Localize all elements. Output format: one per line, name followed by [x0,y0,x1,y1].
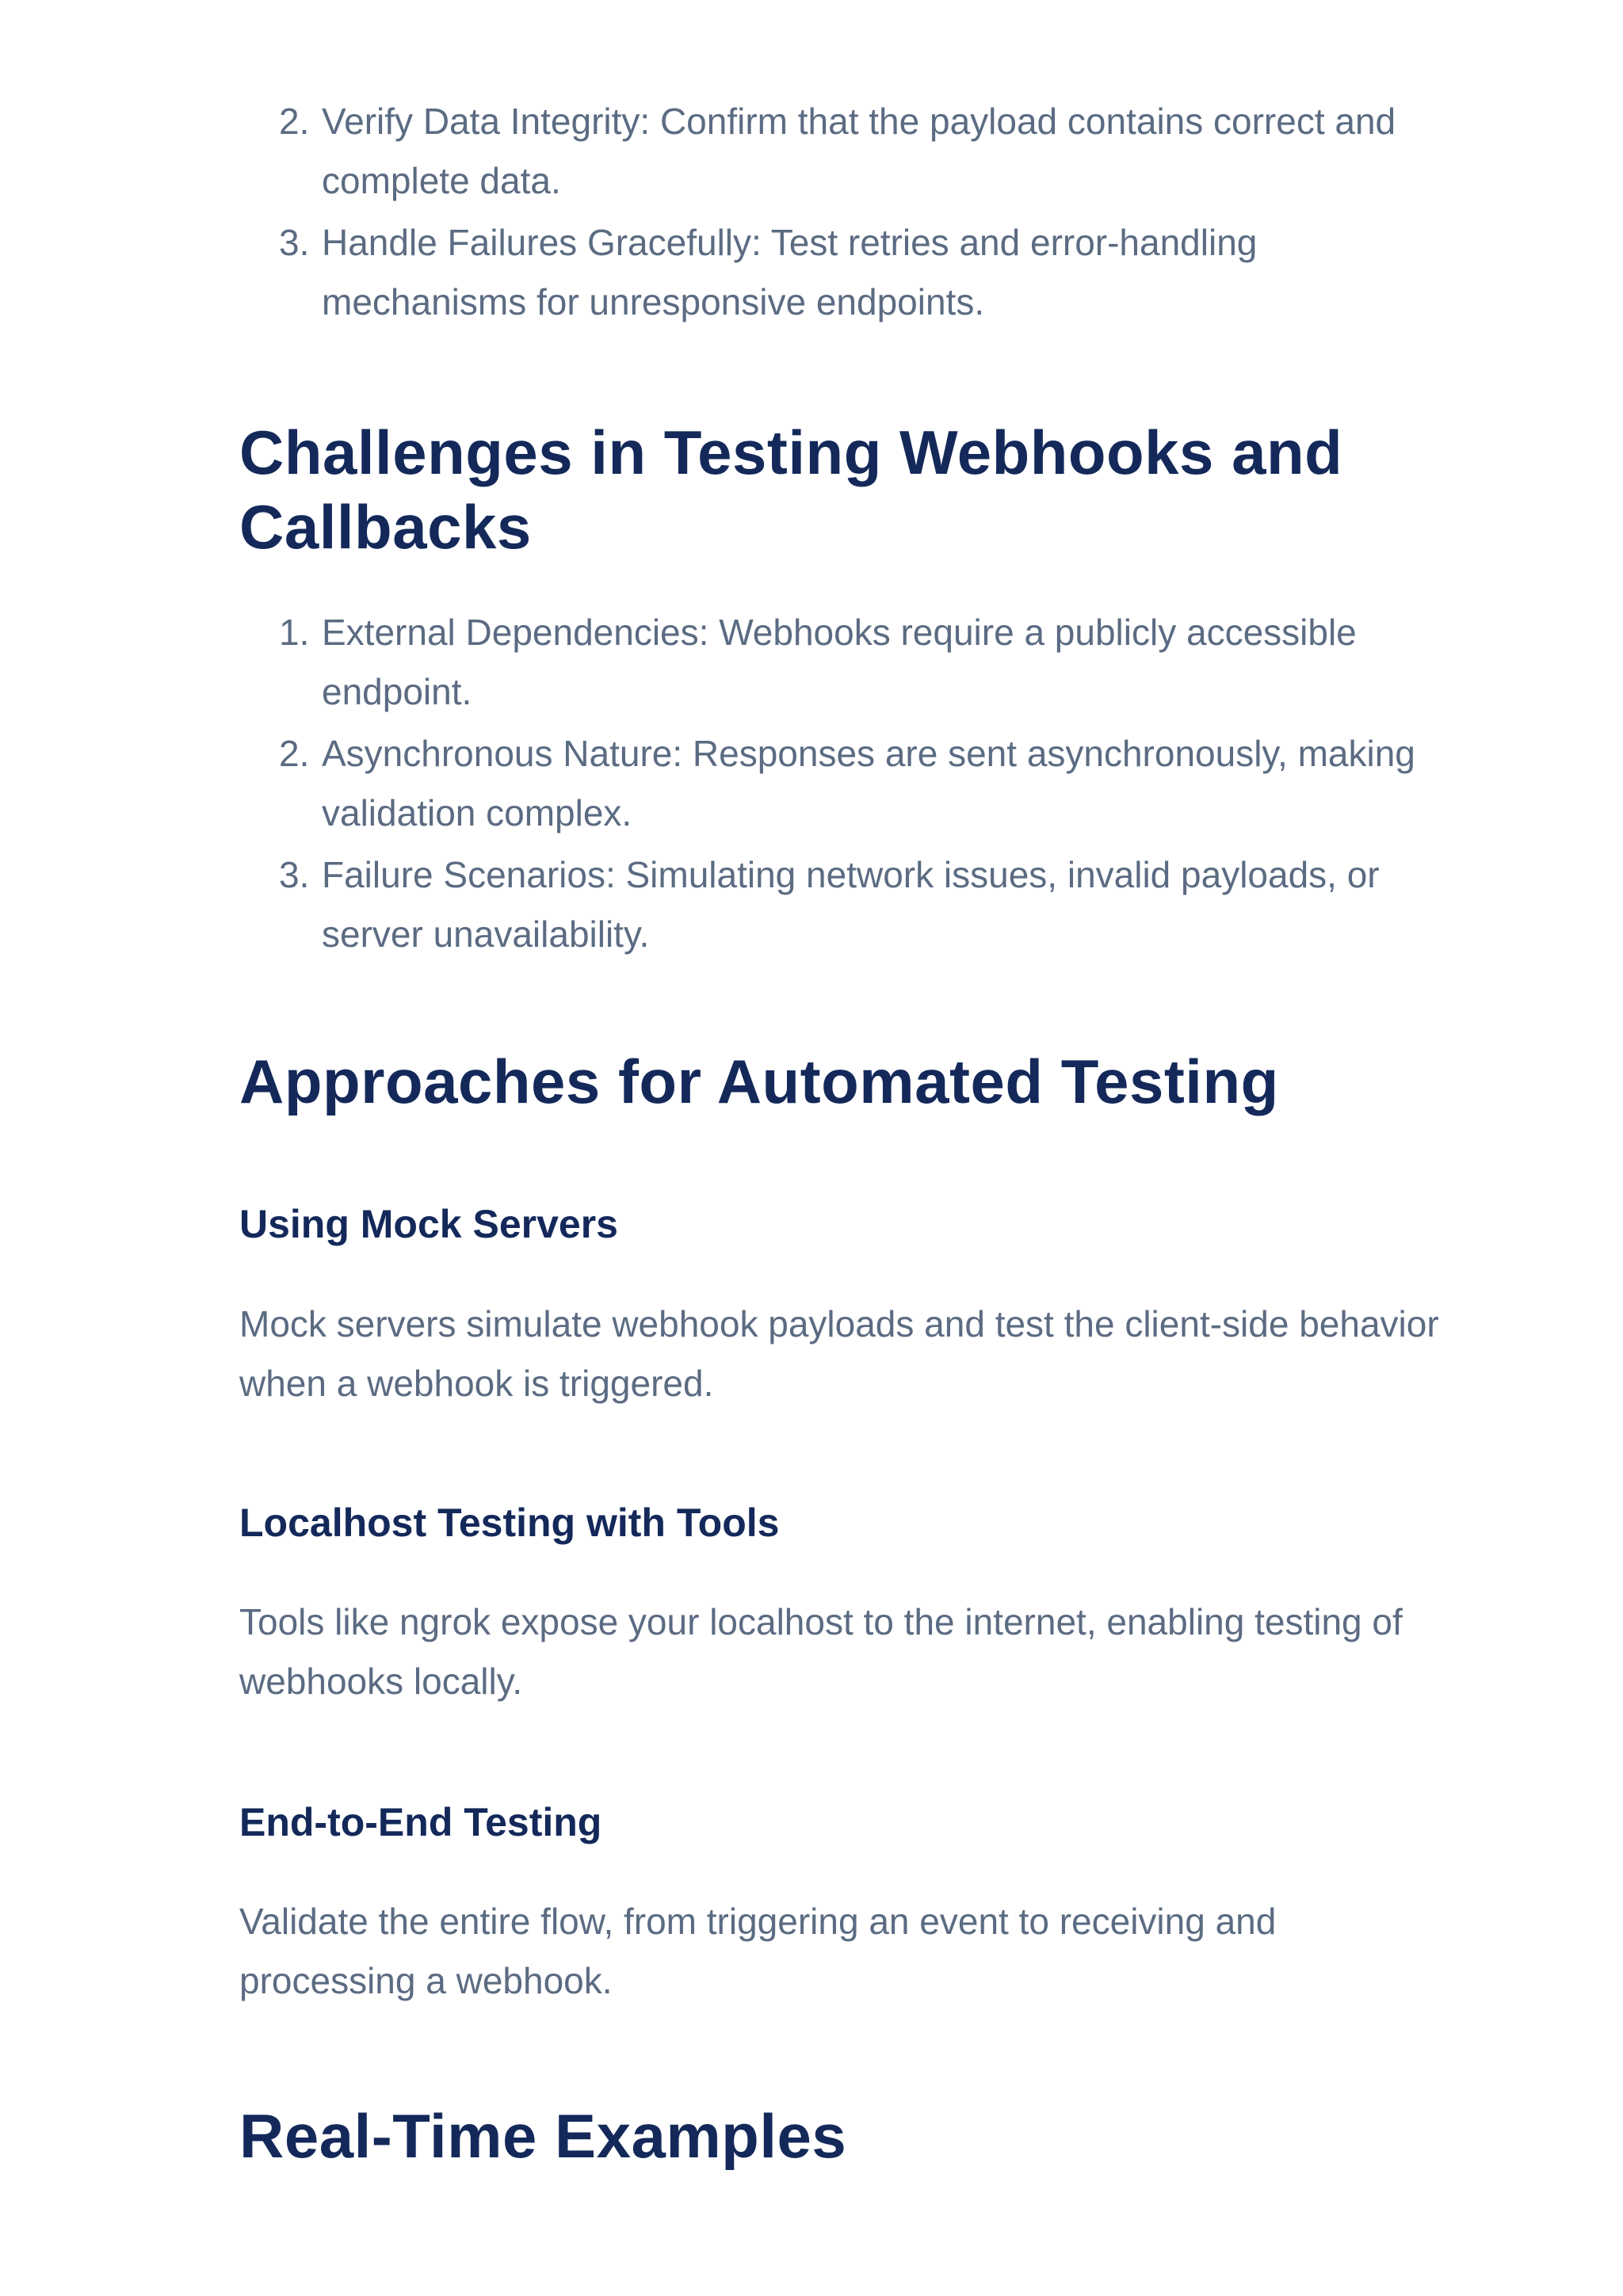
localhost-testing-heading: Localhost Testing with Tools [239,1501,780,1545]
localhost-testing-paragraph: Tools like ngrok expose your localhost to the internet, enabling testing of webhooks locally. [239,1601,1403,1702]
list-item [239,724,1460,843]
list-item-number: 3. [279,854,310,895]
challenges-ordered-list [239,603,1460,964]
list-item [239,213,1460,332]
list-item-number: 1. [279,612,310,653]
list-item-text: Verify Data Integrity: Confirm that the payload contains correct and complete data. [322,101,1396,201]
approaches-heading: Approaches for Automated Testing [239,1047,1279,1116]
list-item [239,845,1460,964]
list-item-number: 2. [279,733,310,774]
real-time-examples-heading: Real-Time Examples [239,2101,847,2171]
list-item-text: External Dependencies: Webhooks require a publicly accessible endpoint. [322,612,1357,712]
list-item-number: 3. [279,222,310,263]
mock-servers-paragraph: Mock servers simulate webhook payloads and test the client-side behavior when a webhook is triggered. [239,1303,1439,1404]
list-item [239,603,1460,722]
top-ordered-list [239,92,1460,332]
challenges-heading: Challenges in Testing Webhooks and Callbacks [239,418,1343,562]
list-item-text: Handle Failures Gracefully: Test retries and error-handling mechanisms for unresponsive endpoints. [322,222,1258,322]
mock-servers-heading: Using Mock Servers [239,1202,618,1246]
end-to-end-testing-heading: End-to-End Testing [239,1800,602,1844]
list-item-text: Asynchronous Nature: Responses are sent asynchronously, making validation complex. [322,733,1415,833]
list-item-number: 2. [279,101,310,142]
list-item [239,92,1460,211]
end-to-end-testing-paragraph: Validate the entire flow, from triggering an event to receiving and processing a webhook. [239,1901,1277,2001]
list-item-text: Failure Scenarios: Simulating network issues, invalid payloads, or server unavailability. [322,854,1380,955]
